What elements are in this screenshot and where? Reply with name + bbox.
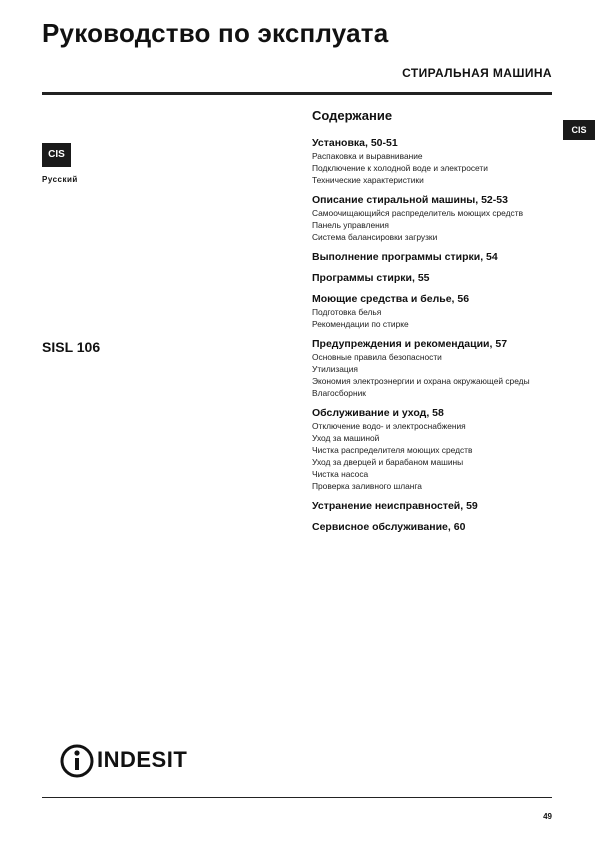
model-number: SISL 106 — [42, 339, 101, 355]
page-number: 49 — [543, 812, 552, 821]
footer-divider — [42, 797, 552, 798]
toc-section-title: Моющие средства и белье, 56 — [312, 293, 470, 305]
toc-subitem: Уход за машиной — [312, 433, 380, 443]
toc-subitem: Чистка насоса — [312, 469, 369, 479]
toc-subitem: Технические характеристики — [312, 175, 424, 185]
toc-section — [312, 272, 552, 285]
toc-subitem: Подключение к холодной воде и электросети — [312, 163, 488, 173]
indesit-logo-icon — [59, 740, 95, 780]
toc-section — [312, 521, 552, 534]
language-label: Русский — [42, 175, 78, 184]
toc-section-title: Выполнение программы стирки, 54 — [312, 251, 498, 263]
toc-section-title: Сервисное обслуживание, 60 — [312, 521, 466, 533]
document-subtitle: СТИРАЛЬНАЯ МАШИНА — [402, 66, 552, 80]
toc-sections — [312, 137, 552, 534]
toc-subitem: Основные правила безопасности — [312, 352, 442, 362]
toc-subitem: Подготовка белья — [312, 307, 382, 317]
toc-subitem: Рекомендации по стирке — [312, 319, 409, 329]
toc-subitem: Самоочищающийся распределитель моющих средств — [312, 208, 524, 218]
toc-section — [312, 500, 552, 513]
table-of-contents — [312, 108, 552, 542]
toc-section — [312, 251, 552, 264]
toc-section-title: Устранение неисправностей, 59 — [312, 500, 478, 512]
toc-section-title: Программы стирки, 55 — [312, 272, 430, 284]
header-divider — [42, 92, 552, 95]
toc-section-title: Предупреждения и рекомендации, 57 — [312, 338, 508, 350]
toc-subitem: Проверка заливного шланга — [312, 481, 422, 491]
brand-name: INDESIT — [97, 747, 188, 772]
toc-subitem: Утилизация — [312, 364, 358, 374]
toc-section — [312, 137, 552, 186]
side-language-tab: CIS — [563, 120, 595, 140]
brand-logo — [59, 740, 187, 780]
toc-heading: Содержание — [312, 108, 393, 123]
page-title: Руководство по эксплуата — [42, 18, 389, 48]
toc-section-title: Описание стиральной машины, 52-53 — [312, 194, 508, 206]
toc-subitem: Влагосборник — [312, 388, 366, 398]
toc-section — [312, 194, 552, 243]
language-badge: CIS — [42, 143, 71, 167]
toc-subitem: Распаковка и выравнивание — [312, 151, 423, 161]
toc-subitem: Панель управления — [312, 220, 389, 230]
toc-subitem: Чистка распределителя моющих средств — [312, 445, 473, 455]
toc-subitem: Система балансировки загрузки — [312, 232, 438, 242]
toc-section — [312, 407, 552, 492]
toc-section-title: Обслуживание и уход, 58 — [312, 407, 444, 419]
toc-section — [312, 338, 552, 399]
toc-section — [312, 293, 552, 330]
toc-subitem: Отключение водо- и электроснабжения — [312, 421, 466, 431]
toc-section-title: Установка, 50-51 — [312, 137, 398, 149]
toc-subitem: Экономия электроэнергии и охрана окружающей среды — [312, 376, 530, 386]
toc-subitem: Уход за дверцей и барабаном машины — [312, 457, 464, 467]
